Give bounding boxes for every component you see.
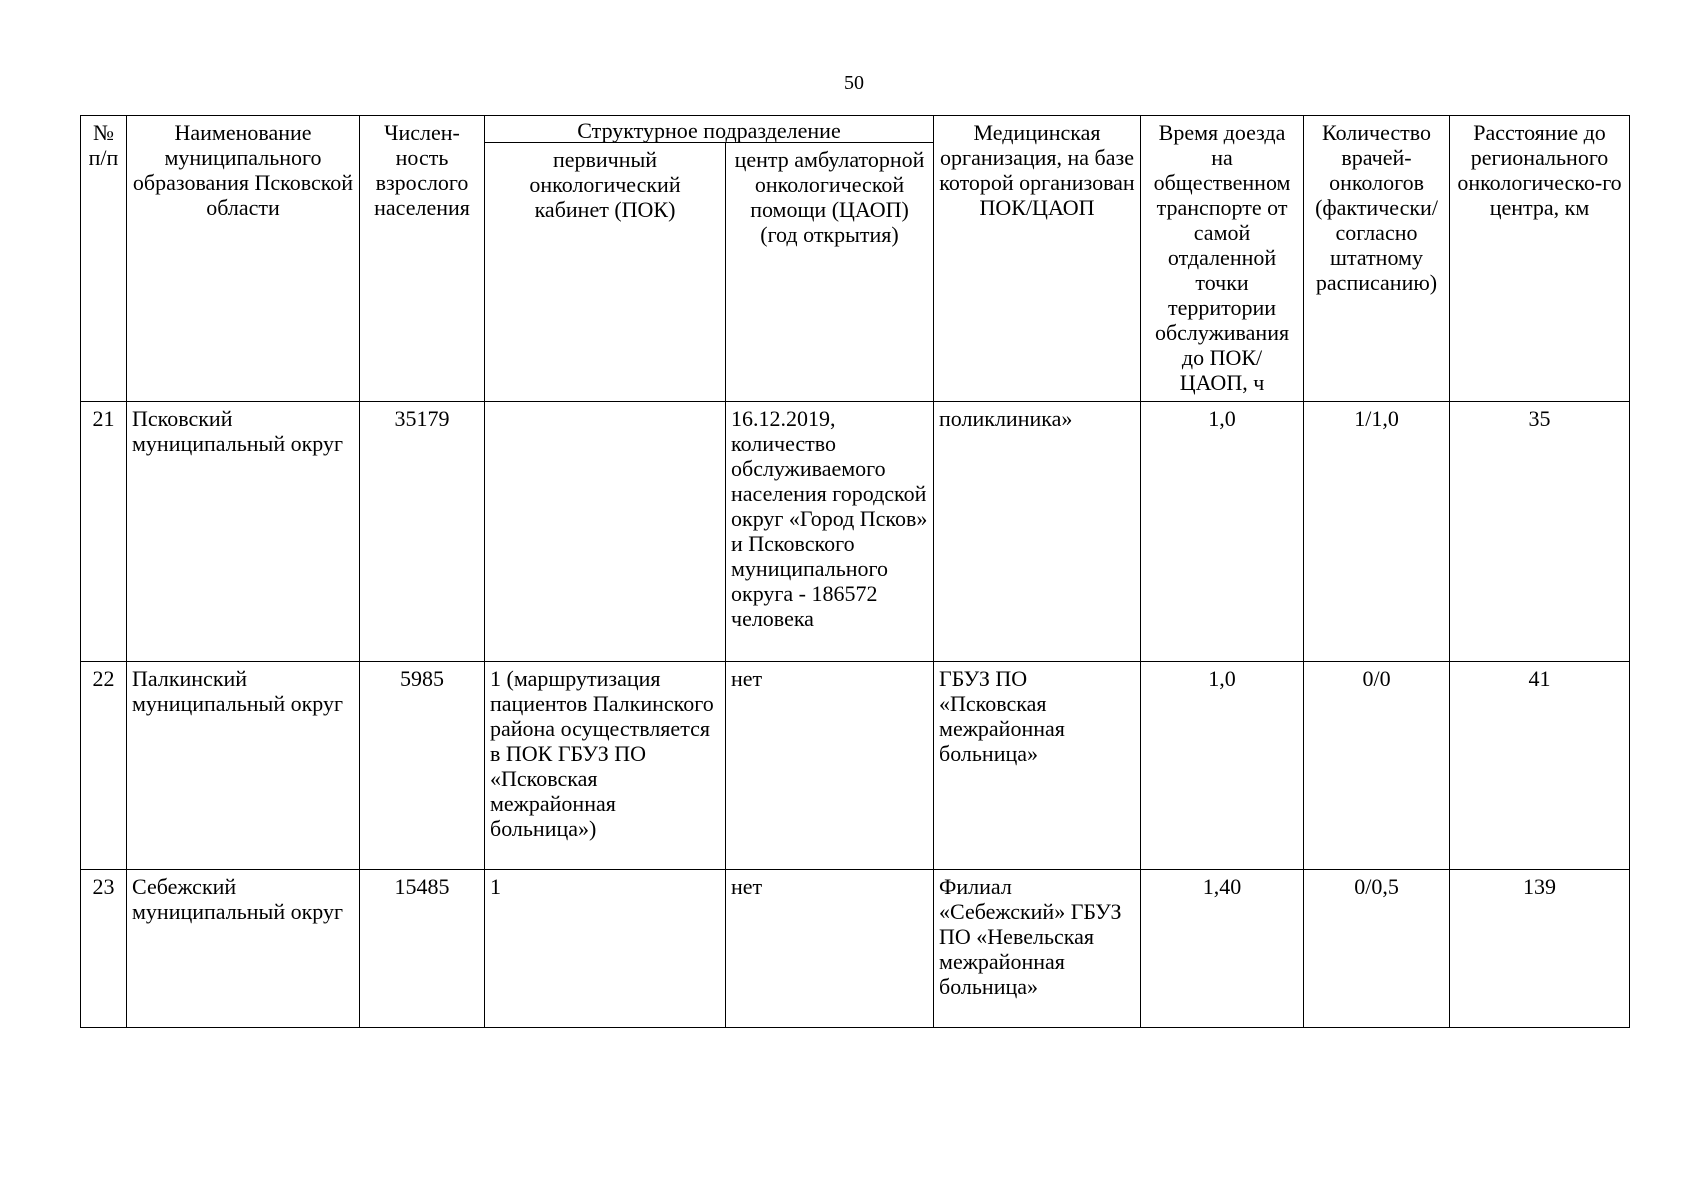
- cell-distance: 41: [1450, 662, 1630, 870]
- cell-doctors: 1/1,0: [1304, 402, 1450, 662]
- page-number: 50: [844, 72, 864, 94]
- table-row: [81, 870, 1630, 1028]
- header-population: Числен-ность взрослого населения: [360, 116, 485, 402]
- cell-pok: 1 (маршрутизация пациентов Палкинского района осуществляется в ПОК ГБУЗ ПО «Псковская межрайонная больница»): [485, 662, 726, 870]
- cell-pok: 1: [485, 870, 726, 1028]
- cell-caop: 16.12.2019, количество обслуживаемого населения городской округ «Город Псков» и Псковского муниципального округа - 186572 человека: [726, 402, 934, 662]
- cell-pok: [485, 402, 726, 662]
- cell-municipality: Палкинский муниципальный округ: [127, 662, 360, 870]
- header-num: № п/п: [81, 116, 127, 402]
- cell-num: 23: [81, 870, 127, 1028]
- table-row: [81, 662, 1630, 870]
- header-med-org: Медицинская организация, на базе которой организован ПОК/ЦАОП: [934, 116, 1141, 402]
- table-row: [81, 402, 1630, 662]
- header-pok: первичный онкологический кабинет (ПОК): [485, 143, 726, 402]
- cell-distance: 139: [1450, 870, 1630, 1028]
- header-structural-unit: Структурное подразделение: [485, 116, 934, 143]
- cell-num: 22: [81, 662, 127, 870]
- cell-municipality: Псковский муниципальный округ: [127, 402, 360, 662]
- cell-travel-time: 1,40: [1141, 870, 1304, 1028]
- cell-travel-time: 1,0: [1141, 402, 1304, 662]
- oncology-facilities-table: [80, 115, 1630, 1028]
- header-travel-time: Время доезда на общественном транспорте от самой отдаленной точки территории обслуживания до ПОК/ ЦАОП, ч: [1141, 116, 1304, 402]
- cell-doctors: 0/0: [1304, 662, 1450, 870]
- cell-caop: нет: [726, 662, 934, 870]
- header-municipality: Наименование муниципального образования Псковской области: [127, 116, 360, 402]
- cell-doctors: 0/0,5: [1304, 870, 1450, 1028]
- cell-num: 21: [81, 402, 127, 662]
- header-row: [81, 116, 1630, 143]
- header-caop: центр амбулаторной онкологической помощи (ЦАОП) (год открытия): [726, 143, 934, 402]
- cell-caop: нет: [726, 870, 934, 1028]
- cell-population: 5985: [360, 662, 485, 870]
- cell-med-org: Филиал «Себежский» ГБУЗ ПО «Невельская межрайонная больница»: [934, 870, 1141, 1028]
- header-doctors: Количество врачей-онкологов (фактически/ согласно штатному расписанию): [1304, 116, 1450, 402]
- cell-municipality: Себежский муниципальный округ: [127, 870, 360, 1028]
- cell-travel-time: 1,0: [1141, 662, 1304, 870]
- cell-population: 35179: [360, 402, 485, 662]
- cell-population: 15485: [360, 870, 485, 1028]
- header-distance: Расстояние до регионального онкологическо-го центра, км: [1450, 116, 1630, 402]
- cell-med-org: поликлиника»: [934, 402, 1141, 662]
- cell-distance: 35: [1450, 402, 1630, 662]
- cell-med-org: ГБУЗ ПО «Псковская межрайонная больница»: [934, 662, 1141, 870]
